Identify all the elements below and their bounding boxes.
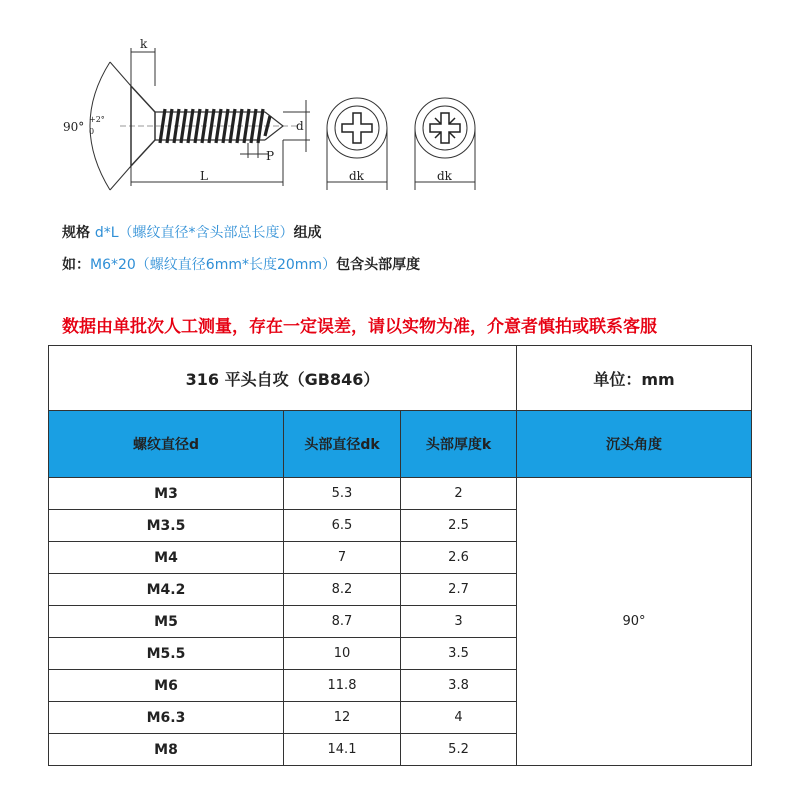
head-thickness-cell: 3.5 [401,638,517,670]
head-thickness-cell: 4 [401,702,517,734]
pozidriv-head-icon [430,113,460,143]
table-title: 316 平头自攻（GB846） [49,346,517,411]
head-diameter-cell: 6.5 [284,510,401,542]
p-label: P [266,149,275,163]
thread-cell: M8 [49,734,284,766]
dk-label-2: dk [437,169,452,183]
head-thickness-cell: 2 [401,478,517,510]
phillips-head-icon [342,113,372,143]
thread-cell: M5.5 [49,638,284,670]
spec-line1-suffix: 组成 [293,225,322,241]
spec-format-line [62,222,322,242]
header-countersink-angle: 沉头角度 [517,411,752,478]
head-diameter-cell: 7 [284,542,401,574]
thread-cell: M4.2 [49,574,284,606]
head-thickness-cell: 2.7 [401,574,517,606]
k-label: k [140,37,148,51]
screw-dimension-diagram [0,0,790,210]
spec-example-line [62,254,420,274]
header-thread-diameter: 螺纹直径d [49,411,284,478]
spec-line2-highlight: M6*20（螺纹直径6mm*长度20mm） [90,257,337,273]
thread-cell: M3.5 [49,510,284,542]
head-thickness-cell: 5.2 [401,734,517,766]
thread-cell: M6 [49,670,284,702]
header-head-thickness: 头部厚度k [401,411,517,478]
head-thickness-cell: 3 [401,606,517,638]
measurement-notice: 数据由单批次人工测量，存在一定误差，请以实物为准，介意者慎拍或联系客服 [62,317,657,337]
thread-cell: M5 [49,606,284,638]
head-diameter-cell: 12 [284,702,401,734]
header-head-diameter: 头部直径dk [284,411,401,478]
spec-line2-suffix: 包含头部厚度 [336,257,421,273]
thread-cell: M4 [49,542,284,574]
head-thickness-cell: 3.8 [401,670,517,702]
spec-line1-prefix: 规格 [62,225,95,241]
head-diameter-cell: 10 [284,638,401,670]
l-label: L [200,169,208,183]
table-row [49,478,752,510]
angle-label: 90° [63,120,85,134]
d-label: d [296,119,304,133]
head-thickness-cell: 2.5 [401,510,517,542]
head-diameter-cell: 14.1 [284,734,401,766]
countersink-angle-cell: 90° [517,478,752,766]
head-diameter-cell: 5.3 [284,478,401,510]
spec-line1-highlight: d*L（螺纹直径*含头部总长度） [94,225,294,241]
table-title-row [49,346,752,411]
table-unit: 单位：mm [517,346,752,411]
spec-line2-prefix: 如： [62,257,90,273]
head-diameter-cell: 8.2 [284,574,401,606]
thread-cell: M6.3 [49,702,284,734]
head-diameter-cell: 8.7 [284,606,401,638]
angle-tol-minus: 0 [89,127,95,136]
thread-cell: M3 [49,478,284,510]
head-diameter-cell: 11.8 [284,670,401,702]
angle-tol-plus: +2° [89,115,105,124]
head-thickness-cell: 2.6 [401,542,517,574]
table-header-row [49,411,752,478]
spec-table [48,345,752,766]
dk-label-1: dk [349,169,364,183]
